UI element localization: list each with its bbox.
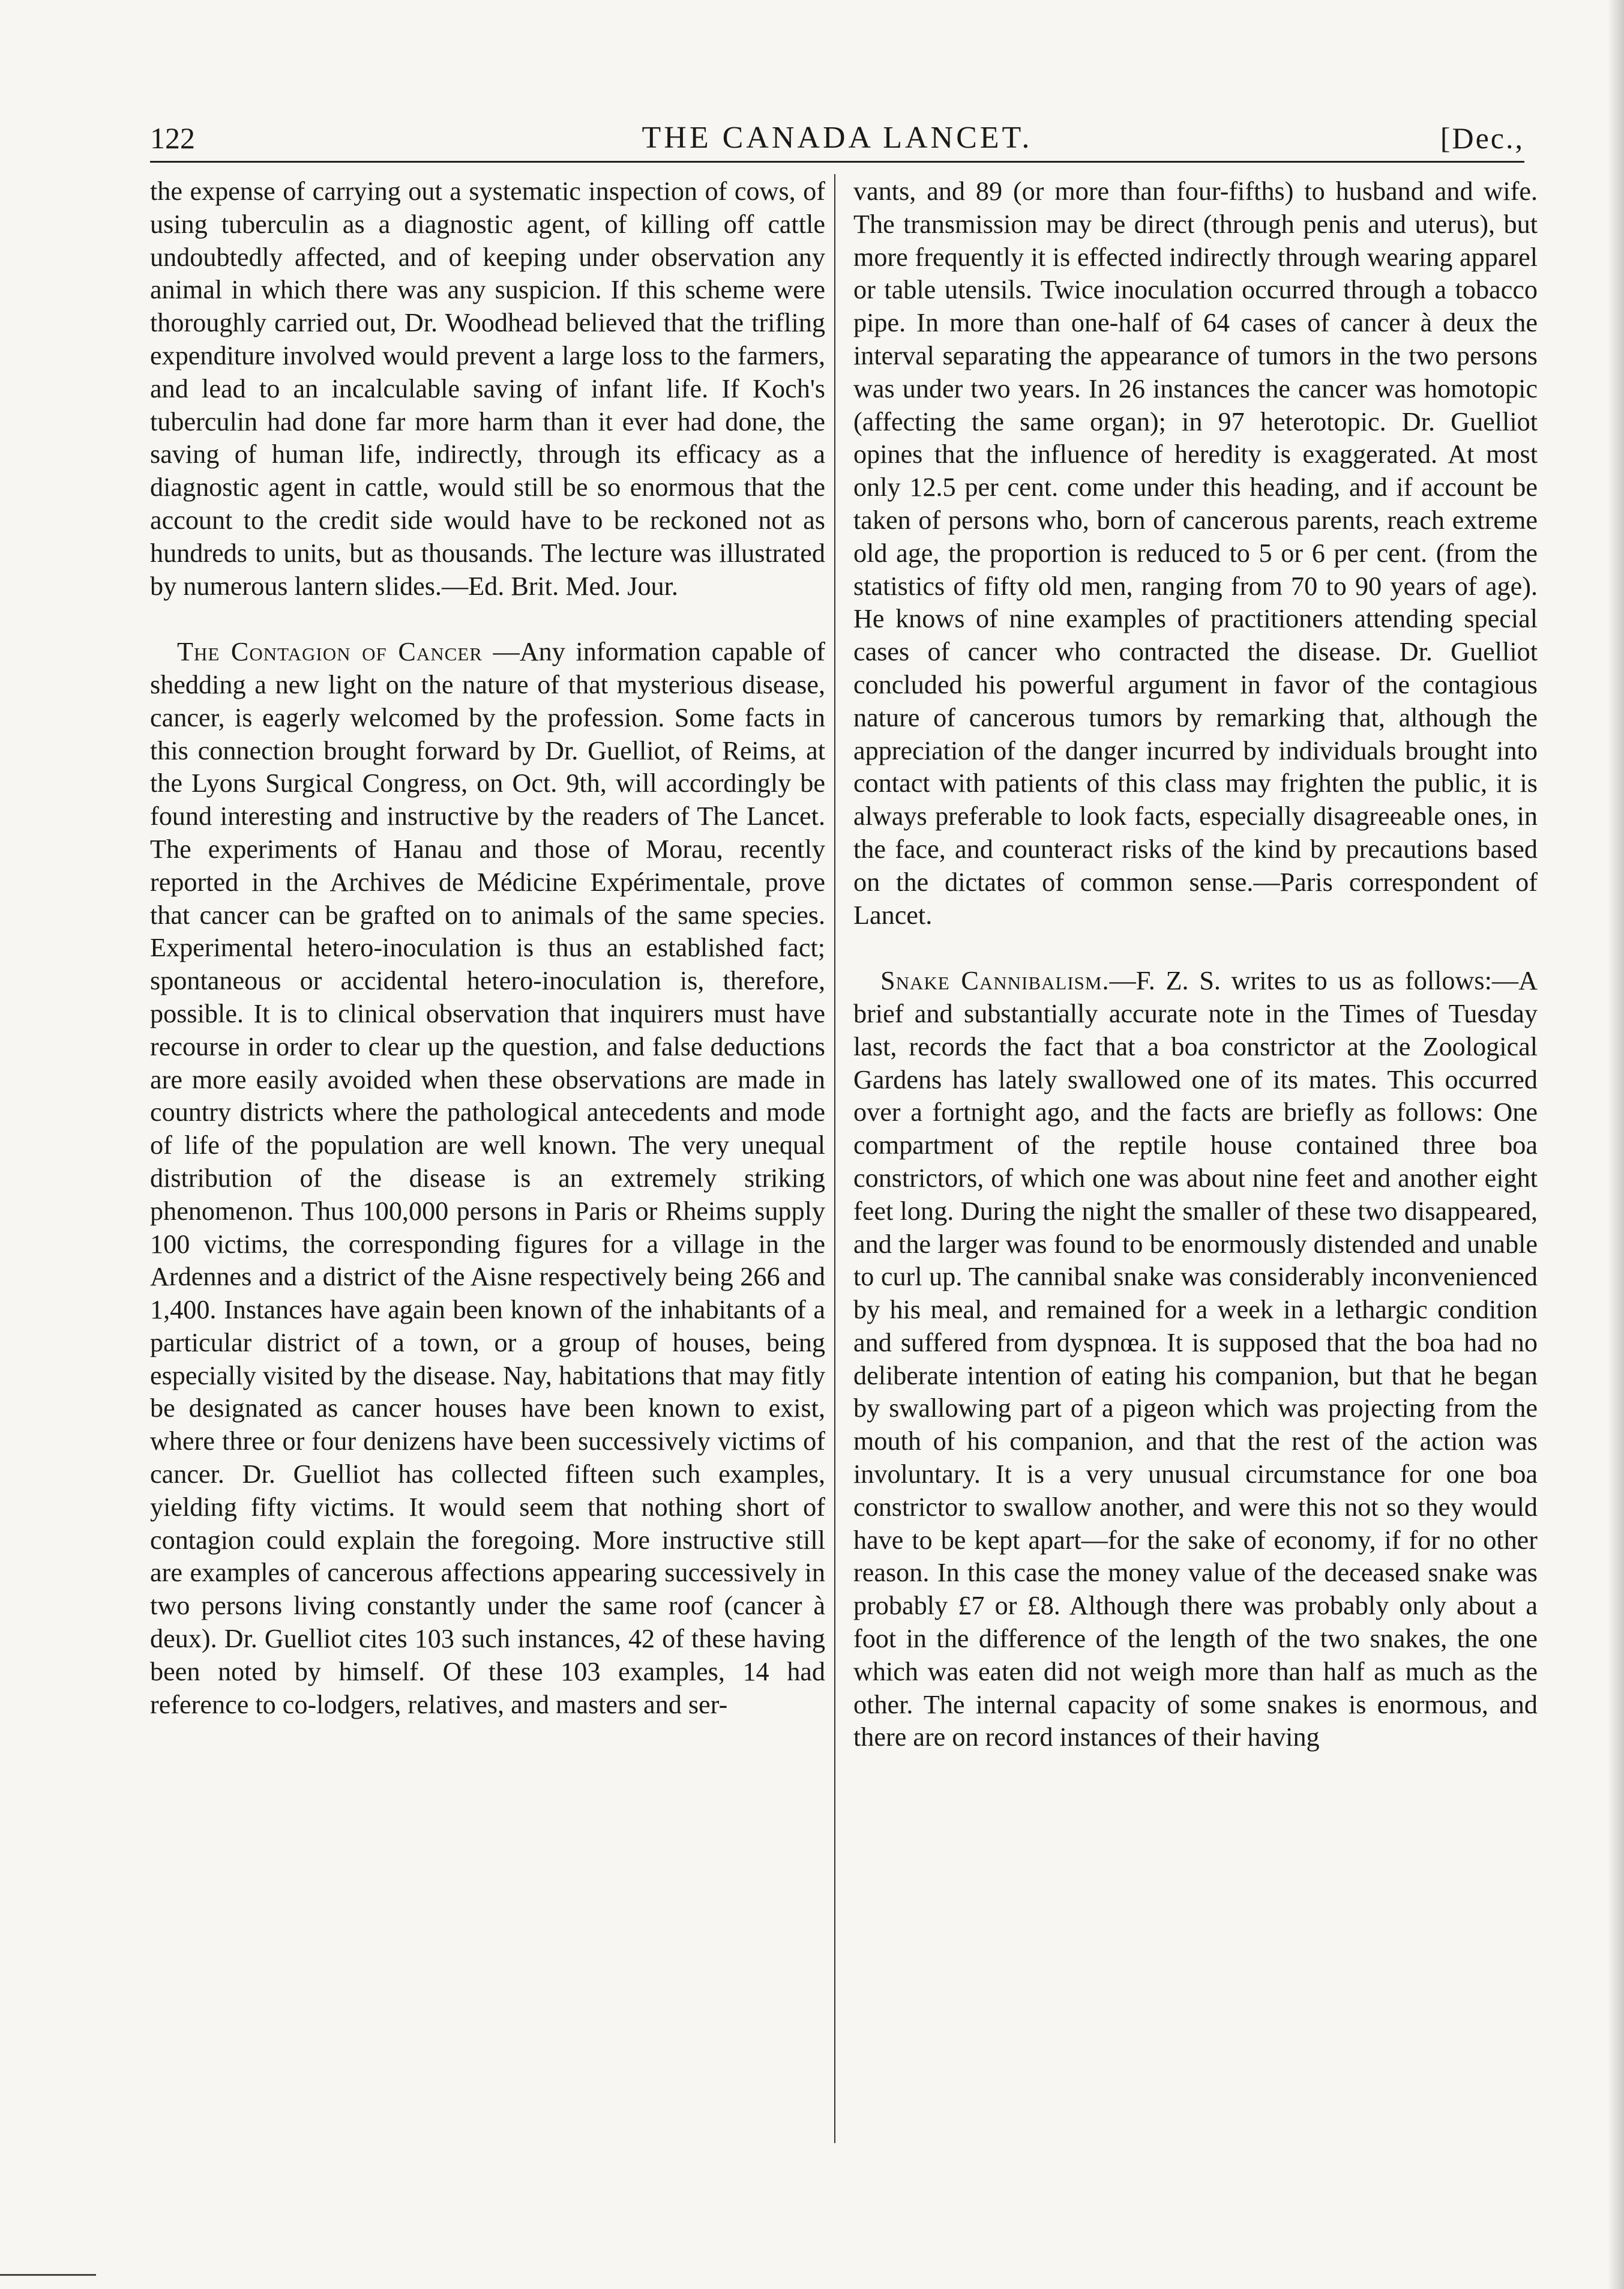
journal-title: THE CANADA LANCET. [642, 121, 1033, 155]
running-header [150, 117, 1524, 159]
contagion-of-cancer-article [150, 636, 825, 1721]
tuberculin-paragraph: the expense of carrying out a systematic inspection of cows, of using tuberculin as a diagnostic agent, of killing off cattle undoubtedly affected, and of keeping under observation any animal in which there was any suspicion. If this scheme were thoroughly carried out, Dr. Woodhead believed that the trifling expenditure involved would prevent a large loss to the farmers, and lead to an incalculable saving of infant life. If Koch's tuberculin had done far more harm than it ever had done, the saving of human life, indirectly, through its efficacy as a diagnostic agent in cattle, would still be so enormous that the account to the credit side would have to be reckoned not as hundreds to units, but as thousands. The lecture was illustrated by numerous lantern slides.—Ed. Brit. Med. Jour. [150, 176, 825, 601]
left-column [150, 175, 825, 1721]
bottom-edge-rule [0, 2274, 96, 2276]
page-edge-shadow [1607, 0, 1624, 2289]
page-number: 122 [150, 121, 195, 155]
issue-date: [Dec., [1440, 121, 1524, 155]
snake-heading: Snake Cannibalism. [880, 966, 1110, 996]
snake-cannibalism-article [853, 965, 1538, 1754]
contagion-text: —Any information capable of shedding a new light on the nature of that mysterious disease, cancer, is eagerly welcomed by the profession. Some facts in this connection brought forward by Dr. Guelliot, of Reims, at the Lyons Surgical Congress, on Oct. 9th, will accordingly be found interesting and instructive by the readers of The Lancet. The experiments of Hanau and those of Morau, recently reported in the Archives de Médicine Expérimentale, prove that cancer can be grafted on to animals of the same species. Experimental hetero-inoculation is thus an established fact; spontaneous or accidental hetero-inoculation is, therefore, possible. It is to clinical observation that inquirers must have recourse in order to clear up the question, and false deductions are more easily avoided when these observations are made in country districts where the pathological antecedents and mode of life of the population are well known. The very unequal distribution of the disease is an extremely striking phenomenon. Thus 100,000 persons in Paris or Rheims supply 100 victims, the corresponding figures for a village in the Ardennes and a district of the Aisne respectively being 266 and 1,400. Instances have again been known of the inhabitants of a particular district of a town, or a group of houses, being especially visited by the disease. Nay, habitations that may fitly be designated as cancer houses have been known to exist, where three or four denizens have been successively victims of cancer. Dr. Guelliot has collected fifteen such examples, yielding fifty victims. It would seem that nothing short of contagion could explain the foregoing. More instructive still are examples of cancerous affections appearing successively in two persons living constantly under the same roof (cancer à deux). Dr. Guelliot cites 103 such instances, 42 of these having been noted by himself. Of these 103 examples, 14 had reference to co-lodgers, relatives, and masters and ser- [150, 637, 825, 1719]
snake-text: —F. Z. S. writes to us as follows:—A brief and substantially accurate note in the Times of Tuesday last, records the fact that a boa constrictor at the Zoological Gardens has lately swallowed one of its mates. This occurred over a fortnight ago, and the facts are briefly as follows: One compartment of the reptile house contained three boa constrictors, of which one was about nine feet and another eight feet long. During the night the smaller of these two disappeared, and the larger was found to be enormously distended and unable to curl up. The cannibal snake was considerably inconvenienced by his meal, and remained for a week in a lethargic condition and suffered from dyspnœa. It is supposed that the boa had no deliberate intention of eating his companion, but that he began by swallowing part of a pigeon which was projecting from the mouth of his companion, and that the rest of the action was involuntary. It is a very unusual circumstance for one boa constrictor to swallow another, and were this not so they would have to be kept apart—for the sake of economy, if for no other reason. In this case the money value of the deceased snake was probably £7 or £8. Although there was probably only about a foot in the difference of the length of the two snakes, the one which was eaten did not weigh more than half as much as the other. The internal capacity of some snakes is enormous, and there are on record instances of their having [853, 966, 1538, 1752]
contagion-heading: The Contagion of Cancer [177, 637, 483, 667]
contagion-continued-paragraph: vants, and 89 (or more than four-fifths) to husband and wife. The transmission may be direct (through penis and uterus), but more frequently it is effected indirectly through wearing apparel or table utensils. Twice inoculation occurred through a tobacco pipe. In more than one-half of 64 cases of cancer à deux the interval separating the appearance of tumors in the two persons was under two years. In 26 instances the cancer was homotopic (affecting the same organ); in 97 heterotopic. Dr. Guelliot opines that the influence of heredity is exaggerated. At most only 12.5 per cent. come under this heading, and if account be taken of persons who, born of cancerous parents, reach extreme old age, the proportion is reduced to 5 or 6 per cent. (from the statistics of fifty old men, ranging from 70 to 90 years of age). He knows of nine examples of practitioners attending special cases of cancer who contracted the disease. Dr. Guelliot concluded his powerful argument in favor of the contagious nature of cancerous tumors by remarking that, although the appreciation of the danger incurred by individuals brought into contact with patients of this class may frighten the public, it is always preferable to look facts, especially disagreeable ones, in the face, and counteract risks of the kind by precautions based on the dictates of common sense.—Paris correspondent of Lancet. [853, 176, 1538, 930]
column-divider [834, 174, 835, 2143]
right-column [853, 175, 1538, 1754]
header-rule [150, 161, 1524, 163]
